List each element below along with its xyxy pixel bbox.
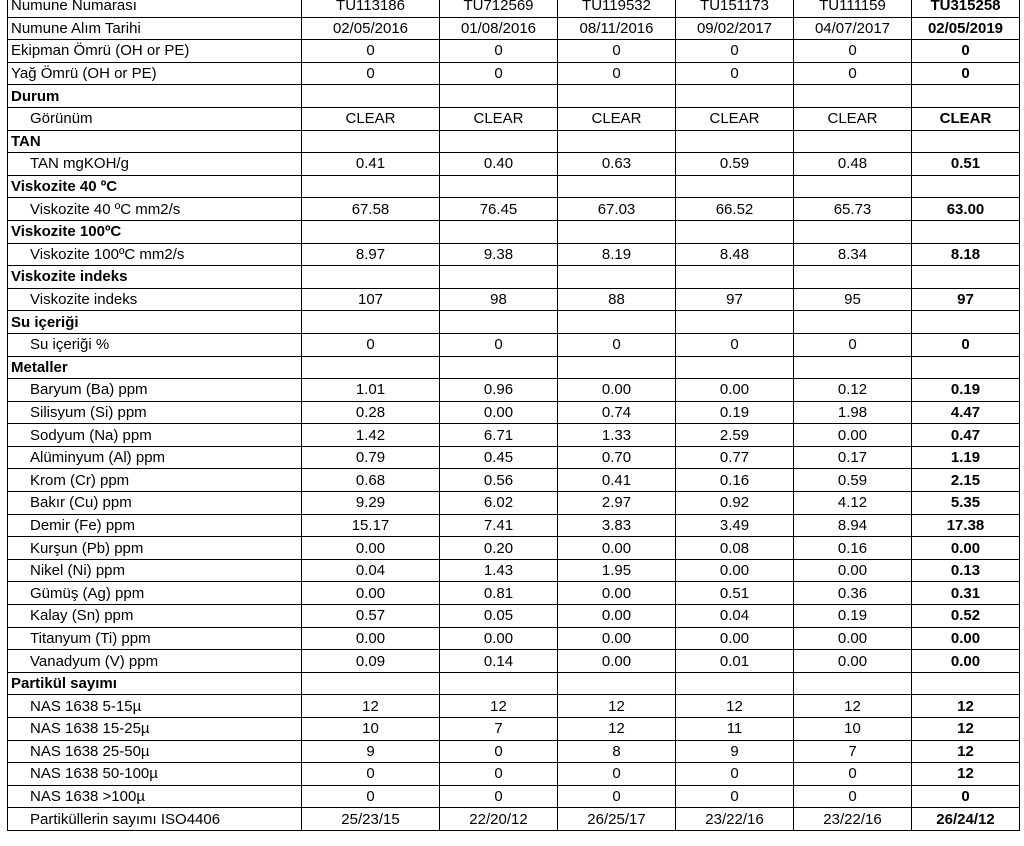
sample-value: 0.00 (302, 582, 440, 605)
row-label: Baryum (Ba) ppm (8, 379, 302, 402)
measurement-row (8, 446, 1020, 469)
section-title: Viskozite 40 ºC (8, 175, 302, 198)
sample-value: CLEAR (794, 107, 912, 130)
section-header-row (8, 85, 1020, 108)
measurement-row (8, 740, 1020, 763)
sample-value: 12 (676, 695, 794, 718)
section-title: TAN (8, 130, 302, 153)
sample-value: 01/08/2016 (440, 17, 558, 40)
section-title: Partikül sayımı (8, 672, 302, 695)
sample-value: 0.79 (302, 446, 440, 469)
sample-value: 88 (558, 288, 676, 311)
row-label: Numune Numarası (8, 0, 302, 17)
row-label: Sodyum (Na) ppm (8, 424, 302, 447)
sample-value: 25/23/15 (302, 808, 440, 831)
sample-value: 8.19 (558, 243, 676, 266)
sample-value: 0.40 (440, 153, 558, 176)
sample-value: 0.00 (558, 379, 676, 402)
row-label: Kalay (Sn) ppm (8, 605, 302, 628)
sample-value: 0.20 (440, 537, 558, 560)
sample-value: 0 (440, 62, 558, 85)
sample-value: 0.59 (794, 469, 912, 492)
latest-sample-value: 12 (912, 718, 1020, 741)
sample-value: 0.00 (558, 627, 676, 650)
sample-value: 12 (302, 695, 440, 718)
row-label: NAS 1638 15-25µ (8, 718, 302, 741)
sample-value: 0 (302, 333, 440, 356)
sample-value: 1.42 (302, 424, 440, 447)
sample-value: 0.04 (302, 559, 440, 582)
empty-cell (794, 175, 912, 198)
sample-value: 8 (558, 740, 676, 763)
row-label: Viskozite indeks (8, 288, 302, 311)
section-title: Metaller (8, 356, 302, 379)
sample-value: TU111159 (794, 0, 912, 17)
sample-value: 0 (558, 785, 676, 808)
measurement-row (8, 627, 1020, 650)
sample-value: CLEAR (558, 107, 676, 130)
empty-cell (676, 220, 794, 243)
measurement-row (8, 243, 1020, 266)
sample-value: 0.74 (558, 401, 676, 424)
empty-cell (558, 130, 676, 153)
row-label: Vanadyum (V) ppm (8, 650, 302, 673)
sample-value: 26/25/17 (558, 808, 676, 831)
sample-value: TU113186 (302, 0, 440, 17)
sample-value: 1.33 (558, 424, 676, 447)
sample-value: 02/05/2016 (302, 17, 440, 40)
empty-cell (558, 175, 676, 198)
sample-value: 2.59 (676, 424, 794, 447)
latest-sample-value: 0.52 (912, 605, 1020, 628)
header-row (8, 62, 1020, 85)
sample-value: 0 (302, 763, 440, 786)
sample-value: 0.12 (794, 379, 912, 402)
sample-value: 0.36 (794, 582, 912, 605)
sample-value: 0.70 (558, 446, 676, 469)
measurement-row (8, 808, 1020, 831)
sample-value: 08/11/2016 (558, 17, 676, 40)
empty-cell (558, 356, 676, 379)
sample-value: 0 (558, 40, 676, 63)
sample-value: 10 (302, 718, 440, 741)
sample-value: 0.00 (676, 627, 794, 650)
sample-value: 0 (302, 785, 440, 808)
empty-cell (558, 311, 676, 334)
row-label: NAS 1638 50-100µ (8, 763, 302, 786)
sample-value: 0 (676, 62, 794, 85)
row-label: Bakır (Cu) ppm (8, 492, 302, 515)
latest-sample-value: 1.19 (912, 446, 1020, 469)
sample-value: 67.58 (302, 198, 440, 221)
latest-sample-value: 0.51 (912, 153, 1020, 176)
row-label: NAS 1638 25-50µ (8, 740, 302, 763)
sample-value: 0.19 (794, 605, 912, 628)
sample-value: 0.41 (558, 469, 676, 492)
sample-value: 0 (440, 333, 558, 356)
sample-value: 0 (794, 785, 912, 808)
measurement-row (8, 469, 1020, 492)
sample-value: 66.52 (676, 198, 794, 221)
row-label: Nikel (Ni) ppm (8, 559, 302, 582)
empty-cell (912, 672, 1020, 695)
latest-sample-value: 12 (912, 740, 1020, 763)
sample-value: 0 (558, 333, 676, 356)
empty-cell (676, 356, 794, 379)
section-header-row (8, 311, 1020, 334)
section-header-row (8, 130, 1020, 153)
sample-value: 8.97 (302, 243, 440, 266)
latest-sample-value: 0.00 (912, 650, 1020, 673)
row-label: NAS 1638 5-15µ (8, 695, 302, 718)
sample-value: 76.45 (440, 198, 558, 221)
row-label: Su içeriği % (8, 333, 302, 356)
latest-sample-value: 0 (912, 40, 1020, 63)
row-label: Alüminyum (Al) ppm (8, 446, 302, 469)
sample-value: 9.38 (440, 243, 558, 266)
sample-value: CLEAR (302, 107, 440, 130)
measurement-row (8, 718, 1020, 741)
sample-value: 7.41 (440, 514, 558, 537)
header-row (8, 17, 1020, 40)
section-header-row (8, 175, 1020, 198)
latest-sample-value: 5.35 (912, 492, 1020, 515)
sample-value: 0.00 (440, 401, 558, 424)
empty-cell (440, 672, 558, 695)
sample-value: 7 (794, 740, 912, 763)
sample-value: 0.00 (558, 582, 676, 605)
sample-value: 0 (440, 785, 558, 808)
latest-sample-value: 17.38 (912, 514, 1020, 537)
sample-value: 0 (558, 62, 676, 85)
measurement-row (8, 695, 1020, 718)
measurement-row (8, 107, 1020, 130)
sample-value: 12 (558, 695, 676, 718)
measurement-row (8, 514, 1020, 537)
empty-cell (794, 85, 912, 108)
sample-value: 0.63 (558, 153, 676, 176)
sample-value: 0.68 (302, 469, 440, 492)
sample-value: 0.51 (676, 582, 794, 605)
sample-value: 8.48 (676, 243, 794, 266)
sample-value: 10 (794, 718, 912, 741)
sample-value: 1.43 (440, 559, 558, 582)
empty-cell (302, 130, 440, 153)
section-header-row (8, 672, 1020, 695)
empty-cell (676, 672, 794, 695)
sample-value: 0.09 (302, 650, 440, 673)
sample-value: TU151173 (676, 0, 794, 17)
row-label: Numune Alım Tarihi (8, 17, 302, 40)
sample-value: 0.77 (676, 446, 794, 469)
sample-value: 9.29 (302, 492, 440, 515)
sample-value: 8.94 (794, 514, 912, 537)
sample-value: 1.01 (302, 379, 440, 402)
latest-sample-value: 02/05/2019 (912, 17, 1020, 40)
row-label: Krom (Cr) ppm (8, 469, 302, 492)
sample-value: 6.71 (440, 424, 558, 447)
oil-analysis-table (7, 0, 1020, 831)
sample-value: TU712569 (440, 0, 558, 17)
sample-value: 0.00 (794, 650, 912, 673)
sample-value: 97 (676, 288, 794, 311)
sample-value: 7 (440, 718, 558, 741)
sample-value: 1.98 (794, 401, 912, 424)
measurement-row (8, 379, 1020, 402)
sample-value: 0.59 (676, 153, 794, 176)
sample-value: 0.96 (440, 379, 558, 402)
latest-sample-value: 97 (912, 288, 1020, 311)
empty-cell (302, 220, 440, 243)
latest-sample-value: 8.18 (912, 243, 1020, 266)
latest-sample-value: 2.15 (912, 469, 1020, 492)
row-label: Partiküllerin sayımı ISO4406 (8, 808, 302, 831)
sample-value: 12 (440, 695, 558, 718)
measurement-row (8, 401, 1020, 424)
sample-value: 3.83 (558, 514, 676, 537)
latest-sample-value: 4.47 (912, 401, 1020, 424)
sample-value: 0 (676, 785, 794, 808)
header-row (8, 40, 1020, 63)
measurement-row (8, 537, 1020, 560)
sample-value: 0.56 (440, 469, 558, 492)
empty-cell (794, 130, 912, 153)
sample-value: 9 (302, 740, 440, 763)
measurement-row (8, 763, 1020, 786)
sample-value: 0.19 (676, 401, 794, 424)
latest-sample-value: 0.19 (912, 379, 1020, 402)
latest-sample-value: 0.00 (912, 627, 1020, 650)
sample-value: 2.97 (558, 492, 676, 515)
sample-value: 0 (794, 62, 912, 85)
latest-sample-value: 0.31 (912, 582, 1020, 605)
row-label: Titanyum (Ti) ppm (8, 627, 302, 650)
sample-value: 0 (794, 763, 912, 786)
section-header-row (8, 356, 1020, 379)
latest-sample-value: 0 (912, 62, 1020, 85)
sample-value: 0.00 (302, 627, 440, 650)
empty-cell (558, 672, 676, 695)
sample-value: 15.17 (302, 514, 440, 537)
measurement-row (8, 650, 1020, 673)
measurement-row (8, 582, 1020, 605)
row-label: Görünüm (8, 107, 302, 130)
latest-sample-value: 12 (912, 695, 1020, 718)
empty-cell (676, 85, 794, 108)
empty-cell (440, 85, 558, 108)
sample-value: 9 (676, 740, 794, 763)
row-label: Ekipman Ömrü (OH or PE) (8, 40, 302, 63)
sample-value: 0.81 (440, 582, 558, 605)
latest-sample-value: 0 (912, 333, 1020, 356)
sample-value: CLEAR (676, 107, 794, 130)
empty-cell (440, 356, 558, 379)
section-header-row (8, 220, 1020, 243)
row-label: Viskozite 100ºC mm2/s (8, 243, 302, 266)
sample-value: 0 (440, 40, 558, 63)
sample-value: 0.41 (302, 153, 440, 176)
sample-value: 0.14 (440, 650, 558, 673)
header-row (8, 0, 1020, 17)
sample-value: 0.00 (440, 627, 558, 650)
sample-value: CLEAR (440, 107, 558, 130)
sample-value: 0.05 (440, 605, 558, 628)
empty-cell (302, 356, 440, 379)
latest-sample-value: 0.00 (912, 537, 1020, 560)
measurement-row (8, 153, 1020, 176)
empty-cell (676, 175, 794, 198)
latest-sample-value: TU315258 (912, 0, 1020, 17)
empty-cell (440, 266, 558, 289)
sample-value: 0.16 (676, 469, 794, 492)
measurement-row (8, 605, 1020, 628)
sample-value: 12 (794, 695, 912, 718)
empty-cell (440, 175, 558, 198)
empty-cell (302, 175, 440, 198)
sample-value: 0.57 (302, 605, 440, 628)
empty-cell (912, 220, 1020, 243)
sample-value: 4.12 (794, 492, 912, 515)
sample-value: 04/07/2017 (794, 17, 912, 40)
sample-value: 23/22/16 (676, 808, 794, 831)
sample-value: 0 (440, 740, 558, 763)
sample-value: 0.00 (794, 627, 912, 650)
sample-value: 0 (558, 763, 676, 786)
row-label: Yağ Ömrü (OH or PE) (8, 62, 302, 85)
sample-value: 0 (302, 40, 440, 63)
sample-value: 11 (676, 718, 794, 741)
row-label: Silisyum (Si) ppm (8, 401, 302, 424)
empty-cell (440, 220, 558, 243)
empty-cell (676, 311, 794, 334)
empty-cell (558, 85, 676, 108)
sample-value: 0.00 (676, 379, 794, 402)
sample-value: 0.00 (794, 559, 912, 582)
sample-value: 8.34 (794, 243, 912, 266)
measurement-row (8, 785, 1020, 808)
measurement-row (8, 198, 1020, 221)
empty-cell (558, 220, 676, 243)
sample-value: 1.95 (558, 559, 676, 582)
sample-value: 95 (794, 288, 912, 311)
section-title: Viskozite 100ºC (8, 220, 302, 243)
empty-cell (794, 266, 912, 289)
empty-cell (794, 672, 912, 695)
sample-value: 0 (676, 40, 794, 63)
sample-value: 0 (676, 763, 794, 786)
sample-value: 0.00 (558, 650, 676, 673)
empty-cell (912, 311, 1020, 334)
section-title: Durum (8, 85, 302, 108)
sample-value: 22/20/12 (440, 808, 558, 831)
sample-value: 09/02/2017 (676, 17, 794, 40)
sample-value: 98 (440, 288, 558, 311)
sample-value: 107 (302, 288, 440, 311)
row-label: Kurşun (Pb) ppm (8, 537, 302, 560)
empty-cell (302, 266, 440, 289)
sample-value: 23/22/16 (794, 808, 912, 831)
empty-cell (440, 311, 558, 334)
row-label: NAS 1638 >100µ (8, 785, 302, 808)
sample-value: 0.16 (794, 537, 912, 560)
empty-cell (912, 85, 1020, 108)
sample-value: 65.73 (794, 198, 912, 221)
latest-sample-value: 0.47 (912, 424, 1020, 447)
sample-value: 0 (794, 333, 912, 356)
measurement-row (8, 288, 1020, 311)
latest-sample-value: 0.13 (912, 559, 1020, 582)
measurement-row (8, 333, 1020, 356)
row-label: TAN mgKOH/g (8, 153, 302, 176)
sample-value: 0.48 (794, 153, 912, 176)
latest-sample-value: 26/24/12 (912, 808, 1020, 831)
empty-cell (794, 220, 912, 243)
measurement-row (8, 492, 1020, 515)
sample-value: 0 (440, 763, 558, 786)
sample-value: 3.49 (676, 514, 794, 537)
table-body (8, 0, 1020, 830)
empty-cell (558, 266, 676, 289)
empty-cell (912, 175, 1020, 198)
empty-cell (912, 356, 1020, 379)
measurement-row (8, 424, 1020, 447)
sample-value: 0.00 (302, 537, 440, 560)
sample-value: 0.08 (676, 537, 794, 560)
empty-cell (676, 266, 794, 289)
latest-sample-value: 12 (912, 763, 1020, 786)
row-label: Gümüş (Ag) ppm (8, 582, 302, 605)
sample-value: 0.00 (558, 537, 676, 560)
sample-value: 0.00 (676, 559, 794, 582)
empty-cell (912, 130, 1020, 153)
empty-cell (302, 85, 440, 108)
sample-value: 0 (302, 62, 440, 85)
empty-cell (302, 672, 440, 695)
measurement-row (8, 559, 1020, 582)
latest-sample-value: CLEAR (912, 107, 1020, 130)
sample-value: 0.28 (302, 401, 440, 424)
latest-sample-value: 63.00 (912, 198, 1020, 221)
section-header-row (8, 266, 1020, 289)
empty-cell (676, 130, 794, 153)
sample-value: 0.01 (676, 650, 794, 673)
empty-cell (912, 266, 1020, 289)
sample-value: 0.00 (794, 424, 912, 447)
row-label: Viskozite 40 ºC mm2/s (8, 198, 302, 221)
sample-value: 67.03 (558, 198, 676, 221)
sample-value: 12 (558, 718, 676, 741)
empty-cell (302, 311, 440, 334)
sample-value: 0 (794, 40, 912, 63)
sample-value: 0.45 (440, 446, 558, 469)
empty-cell (794, 356, 912, 379)
sample-value: 0.92 (676, 492, 794, 515)
sample-value: 0.04 (676, 605, 794, 628)
sample-value: 0.17 (794, 446, 912, 469)
section-title: Viskozite indeks (8, 266, 302, 289)
sample-value: TU119532 (558, 0, 676, 17)
row-label: Demir (Fe) ppm (8, 514, 302, 537)
sample-value: 0.00 (558, 605, 676, 628)
empty-cell (794, 311, 912, 334)
sample-value: 0 (676, 333, 794, 356)
empty-cell (440, 130, 558, 153)
section-title: Su içeriği (8, 311, 302, 334)
latest-sample-value: 0 (912, 785, 1020, 808)
sample-value: 6.02 (440, 492, 558, 515)
